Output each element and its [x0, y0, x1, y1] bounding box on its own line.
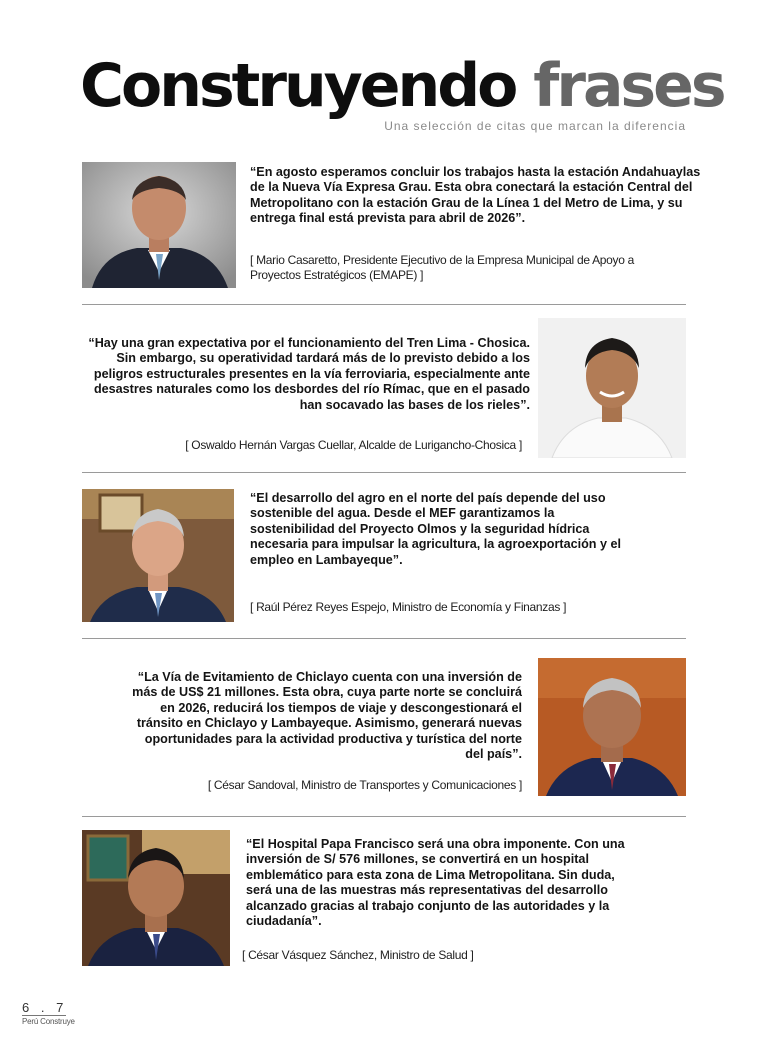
portrait-photo-3 — [82, 489, 234, 622]
magazine-name: Perú Construye — [22, 1017, 75, 1026]
quote-text-3: “El desarrollo del agro en el norte del país depende del uso sostenible del agua. Desde el MEF garantizamos la sostenibilidad del Proyecto Olmos y la seguridad hídrica necesaria para impulsar la agricultura, la agroexportación y el empleo en Lambayeque”. — [250, 491, 621, 567]
portrait-photo-1 — [82, 162, 236, 288]
divider — [82, 472, 686, 473]
quote-text-5: “El Hospital Papa Francisco será una obra imponente. Con una inversión de S/ 576 millones, se convertirá en un hospital emblemático para esta zona de Lima Metropolitana. Sin duda, será una de las muestras más representativas del desarrollo alcanzado gracias al trabajo conjunto de las autoridades y la ciudadanía”. — [246, 837, 625, 929]
page-subtitle: Una selección de citas que marcan la diferencia — [384, 119, 686, 133]
quote-author-3: [ Raúl Pérez Reyes Espejo, Ministro de Economía y Finanzas ] — [250, 600, 567, 614]
quote-text-4: “La Vía de Evitamiento de Chiclayo cuenta con una inversión de más de US$ 21 millones. Esta obra, cuya parte norte se concluirá en 2026, reducirá los tiempos de viaje y descongestionará el tránsito en Chiclayo y Lambayeque. Asimismo, generará nuevas oportunidades para la actividad productiva y turística del norte del país”. — [132, 670, 522, 762]
divider — [82, 816, 686, 817]
portrait-photo-2 — [538, 318, 686, 458]
portrait-photo-5 — [82, 830, 230, 966]
quote-author-5: [ César Vásquez Sánchez, Ministro de Salud ] — [242, 948, 474, 962]
divider — [82, 304, 686, 305]
divider — [82, 638, 686, 639]
page-title-light: frases — [533, 51, 724, 121]
portrait-photo-4 — [538, 658, 686, 796]
quote-text-2: “Hay una gran expectativa por el funcionamiento del Tren Lima - Chosica. Sin embargo, su operatividad tardará más de lo previsto debido a los peligros estructurales presentes en la vía ferroviaria, especialmente ante desastres naturales como los desbordes del río Rímac, que en el pasado han socavado las bases de los rieles”. — [88, 336, 530, 412]
quote-author-4: [ César Sandoval, Ministro de Transportes y Comunicaciones ] — [207, 778, 522, 792]
quote-author-1: [ Mario Casaretto, Presidente Ejecutivo de la Empresa Municipal de Apoyo a Proyectos Estratégicos (EMAPE) ] — [250, 253, 635, 282]
page-number: 6 . 7 — [22, 1000, 68, 1015]
page-title-dark: Construyendo — [80, 51, 516, 121]
page-title — [80, 50, 724, 122]
footer-divider — [22, 1015, 66, 1016]
quote-author-2: [ Oswaldo Hernán Vargas Cuellar, Alcalde de Lurigancho-Chosica ] — [185, 438, 522, 452]
quote-text-1: “En agosto esperamos concluir los trabajos hasta la estación Andahuaylas de la Nueva Vía Expresa Grau. Esta obra conectará la estación Central del Metropolitano con la estación Grau de la Línea 1 del Metro de Lima, y su entrega final está prevista para abril de 2026”. — [250, 165, 701, 226]
